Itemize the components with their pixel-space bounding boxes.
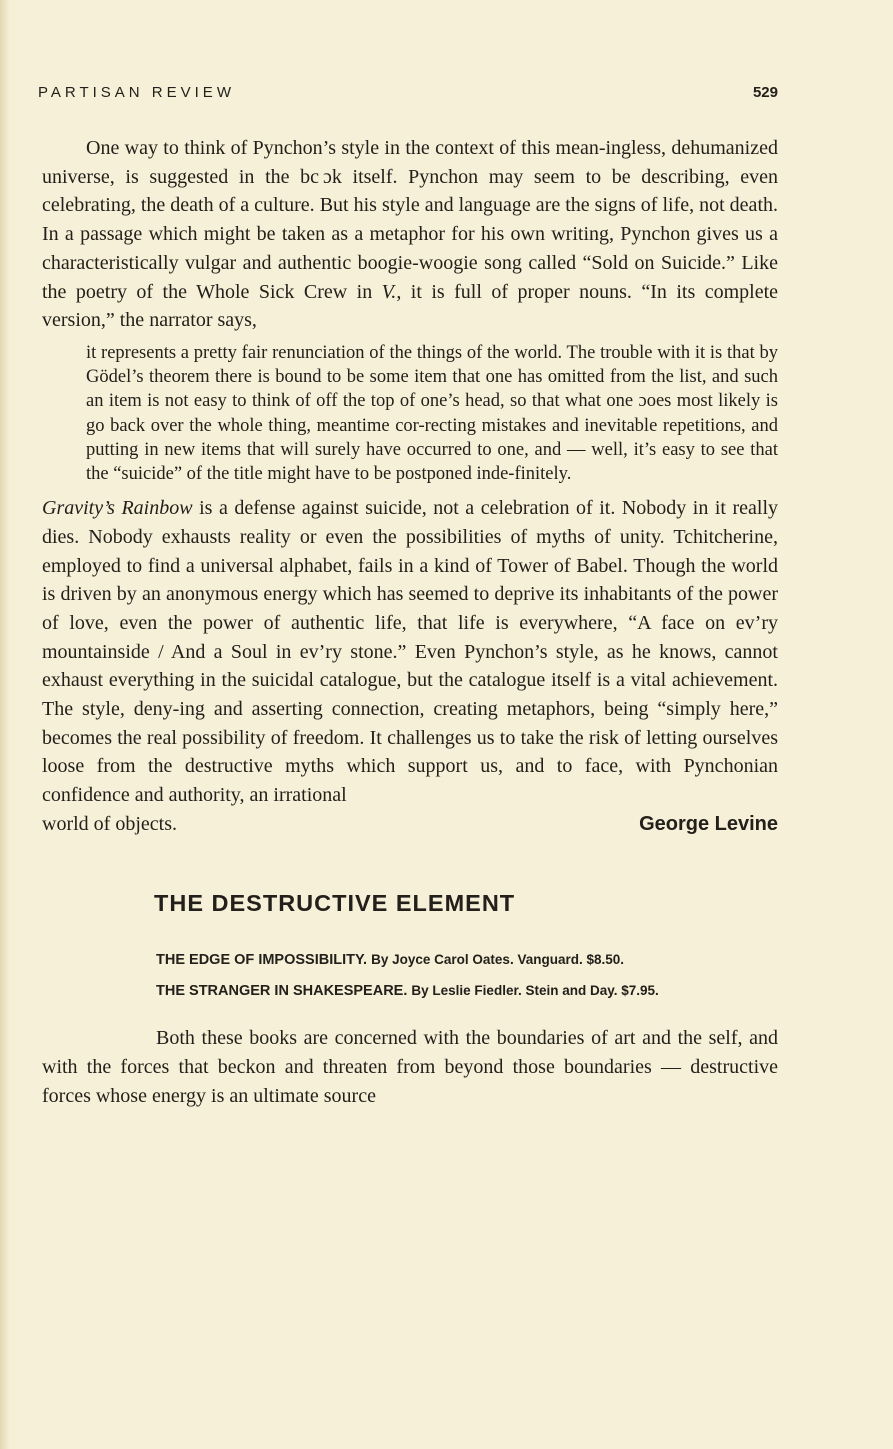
paragraph-2-italic: Gravity’s Rainbow: [42, 497, 193, 520]
review-author: George Levine: [639, 812, 778, 835]
book-meta: By Joyce Carol Oates. Vanguard. $8.50.: [371, 952, 624, 968]
paragraph-1: [42, 134, 778, 335]
journal-title: PARTISAN REVIEW: [38, 84, 235, 101]
book-entry: [156, 949, 778, 971]
book-title: THE EDGE OF IMPOSSIBILITY.: [156, 952, 368, 969]
page-number: 529: [752, 84, 778, 101]
book-entry: [156, 980, 778, 1002]
block-quote: it represents a pretty fair renunciation of the things of the world. The trouble with it is that by Gödel’s theorem there is bound to be some item that one has omitted from the list, and such an item is not easy to think of off the top of one’s head, so that what one ɔoes most likely is go back over the whole thing, meantime cor-recting mistakes and inevitable repetitions, and putting in new items that will surely have occurred to one, and — well, it’s easy to see that the “suicide” of the title might have to be postponed inde-finitely.: [86, 342, 778, 484]
reviewed-books: [156, 949, 778, 1002]
section-title: THE DESTRUCTIVE ELEMENT: [154, 889, 516, 916]
paragraph-2-end: world of objects.: [42, 812, 177, 835]
running-header: [38, 84, 778, 101]
paragraph-2: [42, 494, 778, 810]
article-body: [42, 134, 778, 1110]
paragraph-2-text: is a defense against suicide, not a celebration of it. Nobody in it really dies. Nobody exhausts reality or even the possibilities of myths of unity. Tchitcherine, employed to find a universal alphabet, fails in a kind of Tower of Babel. Though the world is driven by an anonymous energy which has seemed to deprive its inhabitants of the power of love, even the power of authentic life, that life is everywhere, “A face on ev’ry mountainside / And a Soul in ev’ry stone.” Even Pynchon’s style, as he knows, cannot exhaust everything in the suicidal catalogue, but the catalogue itself is a vital achievement. The style, deny-ing and asserting connection, creating metaphors, being “simply here,” becomes the real possibility of freedom. It challenges us to take the risk of letting ourselves loose from the destructive myths which support us, and to face, with Pynchonian confidence and authority, an irrational: [42, 497, 779, 807]
paragraph-1-end: , it is full of proper nouns. “In its complete version,” the narrator says,: [42, 280, 779, 332]
page-spine-shadow: [0, 0, 10, 1449]
book-title: THE STRANGER IN SHAKESPEARE.: [156, 983, 408, 1000]
paragraph-3: Both these books are concerned with the boundaries of art and the self, and with the forces that beckon and threaten from beyond those boundaries — destructive forces whose energy is an ultimate source: [42, 1027, 778, 1107]
paragraph-1-text: One way to think of Pynchon’s style in the context of this mean-ingless, dehumanized universe, is suggested in the bc ɔk itself. Pynchon may seem to be describing, even celebrating, the death of a culture. But his style and language are the signs of life, not death. In a passage which might be taken as a metaphor for his own writing, Pynchon gives us a characteristically vulgar and authentic boogie-woogie song called “Sold on Suicide.” Like the poetry of the Whole Sick Crew in: [42, 137, 778, 303]
paragraph-1-italic: V.: [381, 280, 397, 303]
book-meta: By Leslie Fiedler. Stein and Day. $7.95.: [411, 983, 659, 999]
signature-line: [42, 810, 778, 839]
